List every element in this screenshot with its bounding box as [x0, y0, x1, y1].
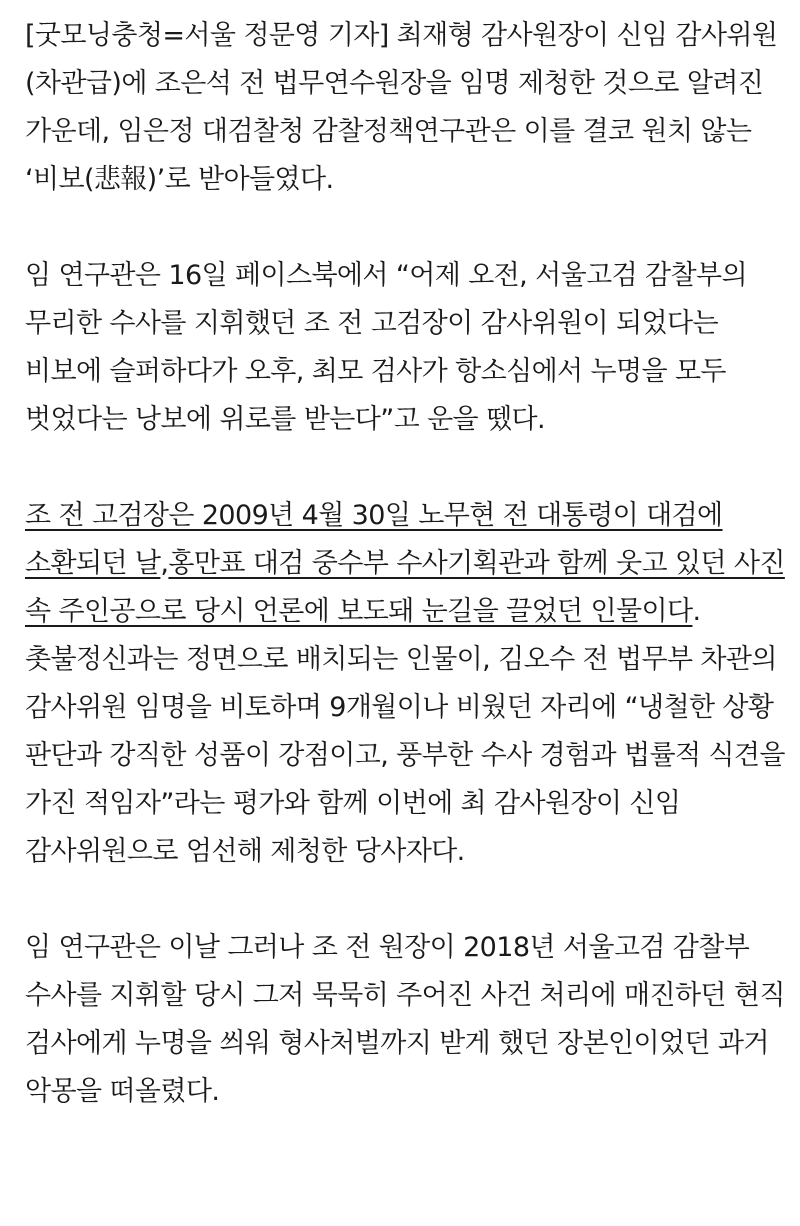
paragraph-background: [25, 492, 785, 876]
paragraph-facebook-quote: 임 연구관은 16일 페이스북에서 “어제 오전, 서울고검 감찰부의 무리한 수사를 지휘했던 조 전 고검장이 감사위원이 되었다는 비보에 슬퍼하다가 오후, 최모 검사가 항소심에서 누명을 모두 벗었다는 낭보에 위로를 받는다”고 운을 뗐다.: [25, 260, 747, 435]
underlined-text-photo: 홍만표 대검 중수부 수사기획관과 함께 웃고 있던 사진 속 주인공으로 당시 언론에 보도돼 눈길을 끌었던 인물이다: [25, 548, 785, 627]
article-body: [25, 12, 785, 1116]
paragraph-nightmare: 임 연구관은 이날 그러나 조 전 원장이 2018년 서울고검 감찰부 수사를 지휘할 당시 그저 묵묵히 주어진 사건 처리에 매진하던 현직 검사에게 누명을 씌워 형사처벌까지 받게 했던 장본인이었던 과거 악몽을 떠올렸다.: [25, 932, 785, 1107]
underlined-text-summons: 조 전 고검장은 2009년 4월 30일 노무현 전 대통령이 대검에 소환되던 날: [25, 500, 723, 579]
paragraph-lead: [굿모닝충청=서울 정문영 기자] 최재형 감사원장이 신임 감사위원(차관급)에 조은석 전 법무연수원장을 임명 제청한 것으로 알려진 가운데, 임은정 대검찰청 감찰정책연구관은 이를 결코 원치 않는 ‘비보(悲報)’로 받아들였다.: [25, 20, 778, 195]
comma-text: ,: [160, 548, 169, 579]
paragraph-background-rest: . 촛불정신과는 정면으로 배치되는 인물이, 김오수 전 법무부 차관의 감사위원 임명을 비토하며 9개월이나 비웠던 자리에 “냉철한 상황 판단과 강직한 성품이 강점이고, 풍부한 수사 경험과 법률적 식견을 가진 적임자”라는 평가와 함께 이번에 최 감사원장이 신임 감사위원으로 엄선해 제청한 당사자다.: [25, 596, 785, 867]
